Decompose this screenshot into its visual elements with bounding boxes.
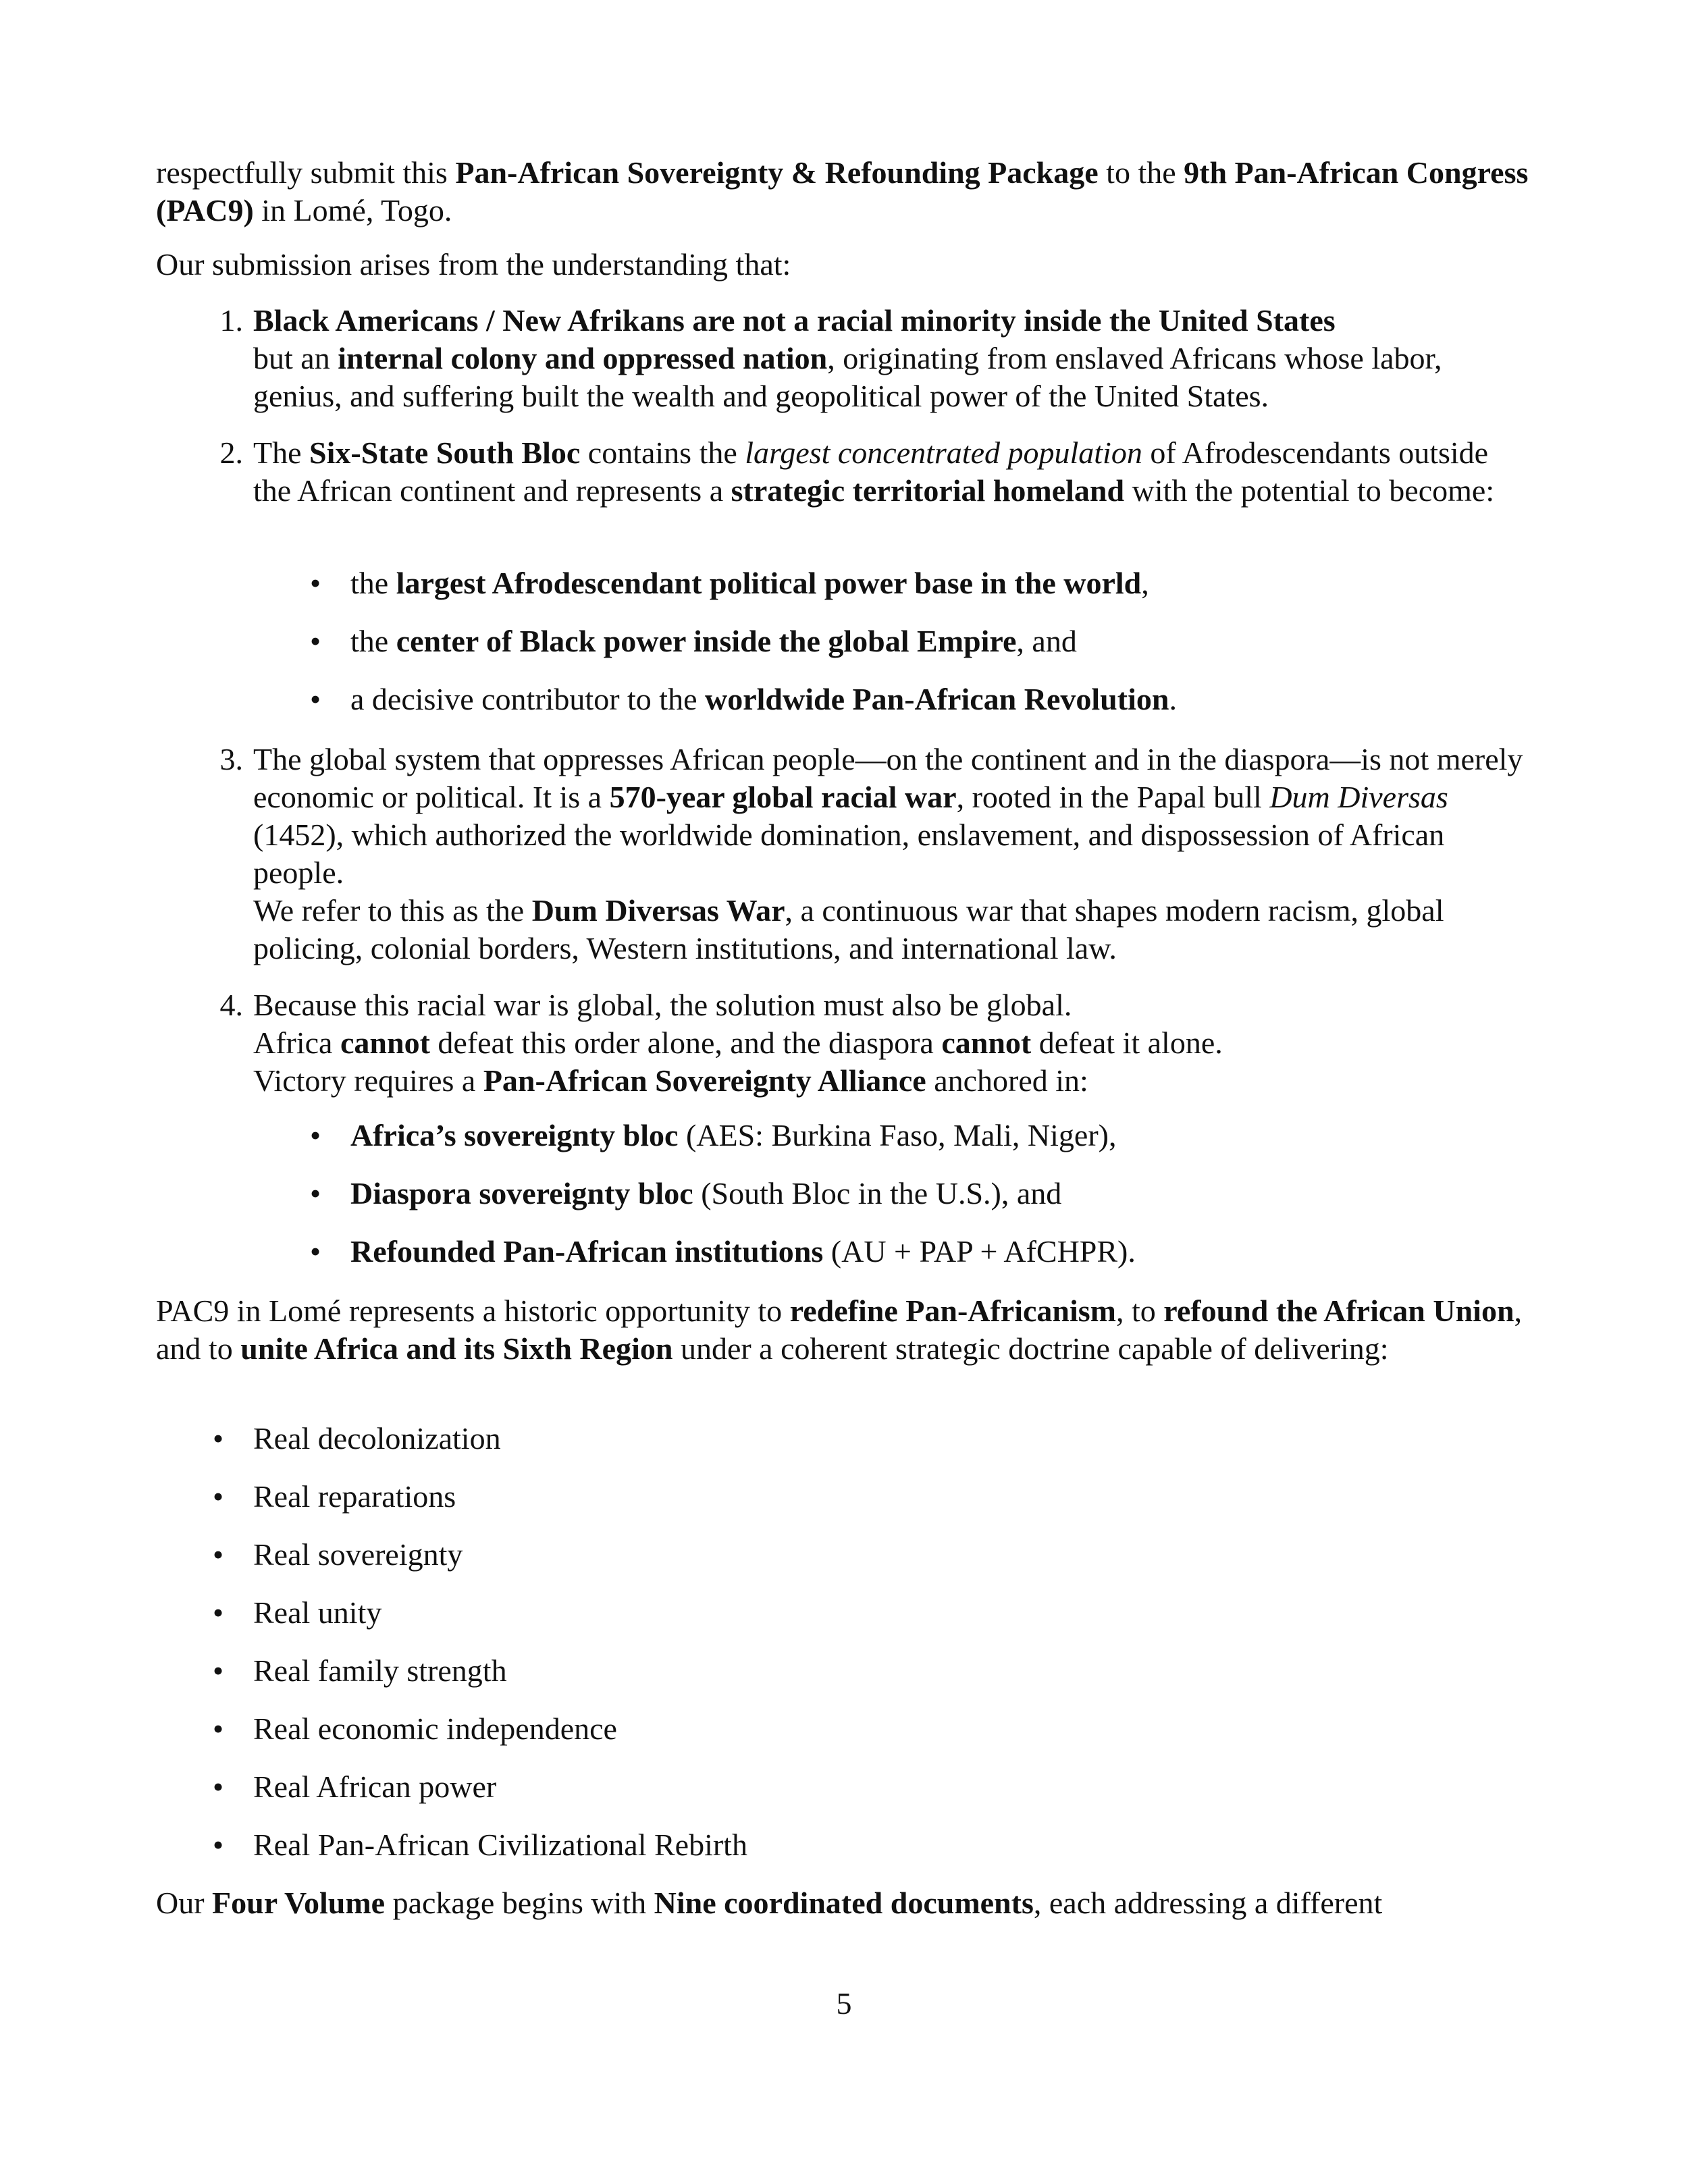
bullet-icon: • [213,1421,224,1456]
point-4-bullet-3 [310,1233,1539,1271]
bullet-icon: • [310,624,321,658]
point-2-bullet-3 [310,681,1539,718]
point-number: 1. [219,303,243,338]
numbered-point-3 [219,741,1529,967]
deliverable-item [213,1536,1536,1574]
bullet-icon: • [310,1176,321,1210]
bullet-text: the largest Afrodescendant political power base in the world, [350,566,1149,600]
deliverable-item [213,1768,1536,1806]
deliverable-text: Real sovereignty [253,1537,463,1572]
point-2-line-1: The Six-State South Bloc contains the largest concentrated population of Afrodescendants outside the African continent and represents a strategic territorial homeland with the potential to become: [253,435,1495,508]
deliverable-text: Real African power [253,1769,497,1804]
point-4-line-3: Victory requires a Pan-African Sovereignty Alliance anchored in: [253,1063,1088,1098]
deliverable-text: Real reparations [253,1479,456,1514]
bullet-icon: • [213,1653,224,1688]
bullet-icon: • [213,1769,224,1804]
point-2-bullet-1 [310,564,1539,602]
bullet-text: the center of Black power inside the global Empire, and [350,624,1077,658]
numbered-point-2 [219,434,1529,510]
deliverable-text: Real decolonization [253,1421,501,1456]
point-3-line-2: We refer to this as the Dum Diversas War, a continuous war that shapes modern racism, global policing, colonial borders, Western institutions, and international law. [253,893,1444,965]
bullet-icon: • [310,566,321,600]
bullet-text: Diaspora sovereignty bloc (South Bloc in the U.S.), and [350,1176,1062,1210]
point-4-line-1: Because this racial war is global, the solution must also be global. [253,988,1072,1022]
point-3-line-1: The global system that oppresses African people—on the continent and in the diaspora—is not merely economic or political. It is a 570-year global racial war, rooted in the Papal bull Dum Diversas (1452), which authorized the worldwide domination, enslavement, and dispossession of African people. [253,742,1523,890]
bullet-icon: • [213,1537,224,1572]
deliverable-text: Real economic independence [253,1711,617,1746]
bullet-icon: • [213,1595,224,1630]
deliverable-item [213,1652,1536,1690]
deliverable-text: Real unity [253,1595,382,1630]
point-4-line-2: Africa cannot defeat this order alone, and the diaspora cannot defeat it alone. [253,1026,1223,1060]
point-4-bullet-1 [310,1117,1539,1154]
numbered-point-1 [219,302,1529,415]
point-number: 4. [219,988,243,1022]
bullet-text: a decisive contributor to the worldwide Pan-African Revolution. [350,682,1177,716]
page-number: 5 [836,1986,852,2021]
deliverable-item [213,1478,1536,1516]
bullet-icon: • [213,1711,224,1746]
point-1-line-2: but an internal colony and oppressed nation, originating from enslaved Africans whose labor, genius, and suffering built the wealth and geopolitical power of the United States. [253,341,1442,413]
submission-lead-in [156,246,1560,284]
point-4-bullet-2 [310,1175,1539,1213]
bullet-icon: • [310,1118,321,1152]
deliverable-item [213,1420,1536,1458]
bullet-icon: • [310,682,321,716]
intro-paragraph [156,154,1560,230]
point-number: 2. [219,435,243,470]
deliverable-item [213,1594,1536,1632]
pac9-text: PAC9 in Lomé represents a historic opportunity to redefine Pan-Africanism, to refound the African Union, and to unite Africa and its Sixth Region under a coherent strategic doctrine capable of delivering: [156,1294,1523,1366]
point-2-bullet-2 [310,622,1539,660]
point-number: 3. [219,742,243,776]
deliverable-item [213,1710,1536,1748]
closing-text: Our Four Volume package begins with Nine coordinated documents, each addressing a different [156,1886,1383,1920]
lead-in-text: Our submission arises from the understanding that: [156,247,791,282]
bullet-text: Refounded Pan-African institutions (AU + PAP + AfCHPR). [350,1234,1136,1269]
closing-paragraph [156,1884,1560,1922]
pac9-paragraph [156,1292,1560,1368]
bullet-icon: • [213,1479,224,1514]
bullet-icon: • [213,1828,224,1862]
numbered-point-4 [219,986,1529,1100]
deliverable-text: Real Pan-African Civilizational Rebirth [253,1828,747,1862]
deliverable-text: Real family strength [253,1653,507,1688]
bullet-text: Africa’s sovereignty bloc (AES: Burkina Faso, Mali, Niger), [350,1118,1117,1152]
bullet-icon: • [310,1234,321,1269]
point-1-line-1: Black Americans / New Afrikans are not a racial minority inside the United States [253,303,1336,338]
intro-text: respectfully submit this Pan-African Sovereignty & Refounding Package to the 9th Pan-African Congress (PAC9) in Lomé, Togo. [156,155,1529,228]
deliverable-item [213,1826,1536,1864]
